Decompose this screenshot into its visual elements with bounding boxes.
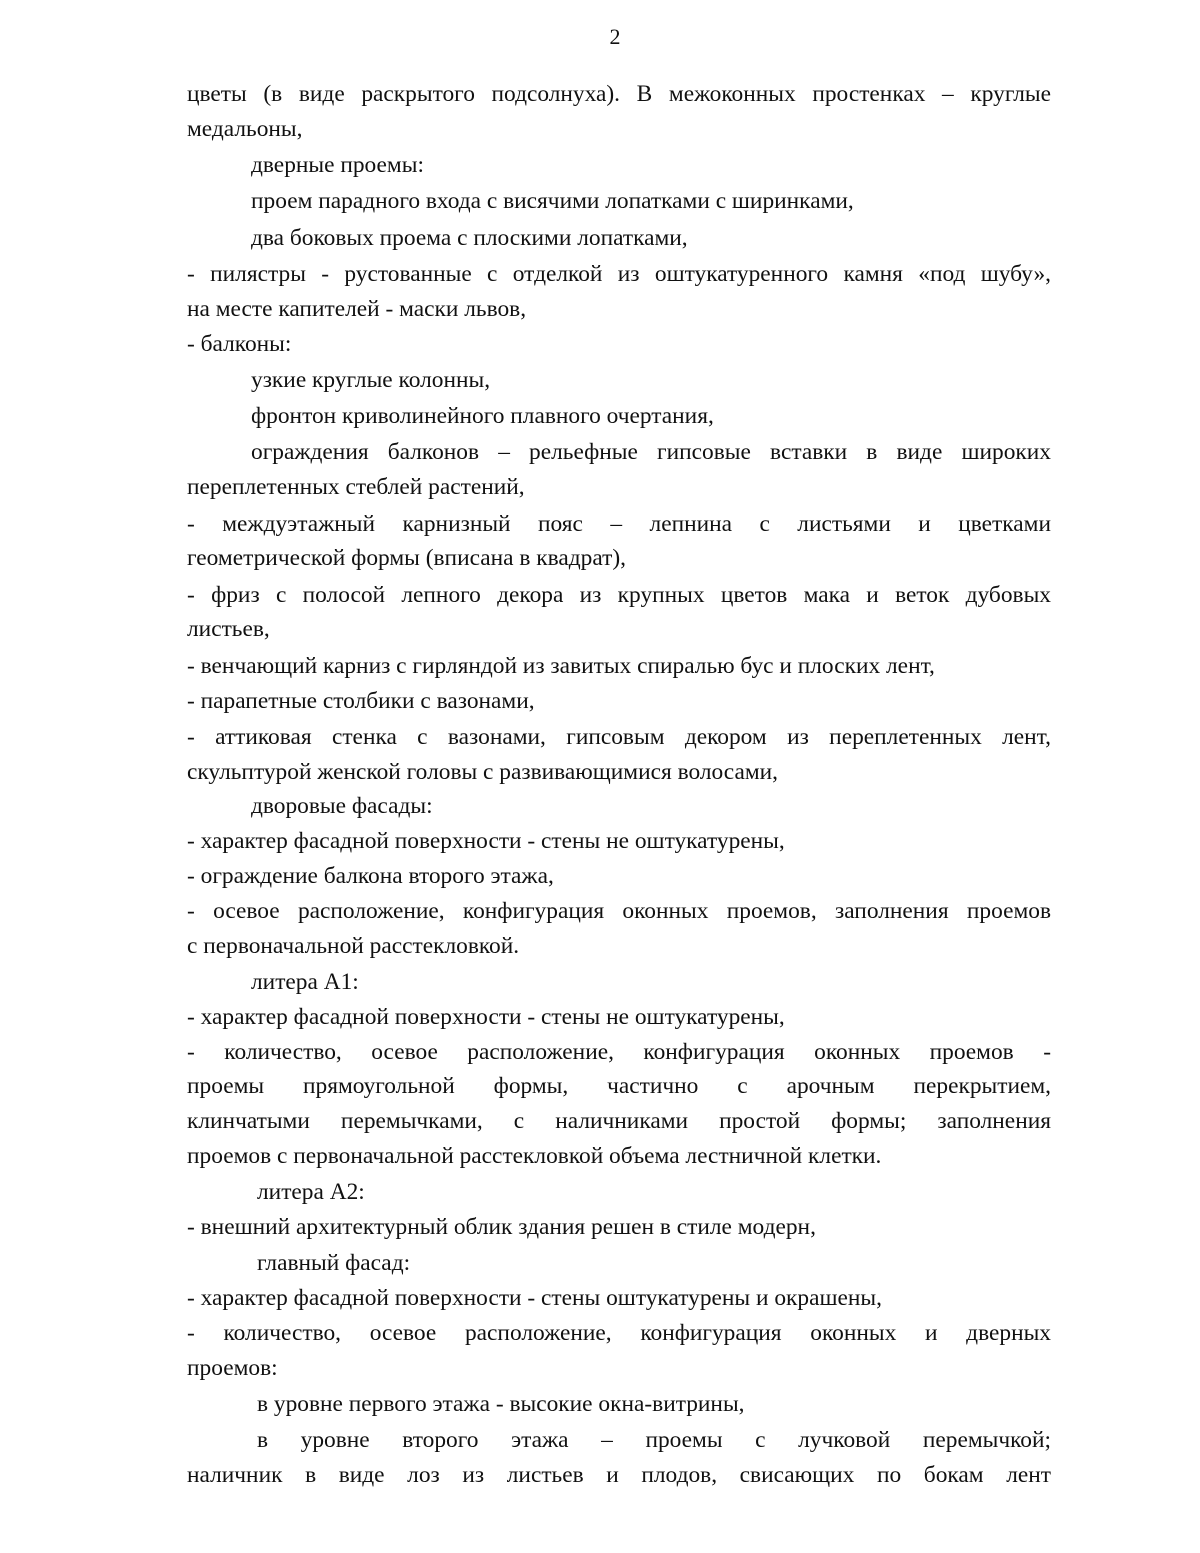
text-line: - фриз с полосой лепного декора из крупных цветов мака и веток дубовых [187, 581, 1051, 608]
text-line: в уровне первого этажа - высокие окна-витрины, [257, 1390, 745, 1417]
text-line: геометрической формы (вписана в квадрат), [187, 545, 626, 572]
text-line: - пилястры - рустованные с отделкой из оштукатуренного камня «под шубу», [187, 260, 1051, 287]
text-line: главный фасад: [257, 1250, 411, 1277]
text-line: наличник в виде лоз из листьев и плодов, свисающих по бокам лент [187, 1462, 1051, 1489]
text-line: - венчающий карниз с гирляндой из завитых спиралью бус и плоских лент, [187, 652, 935, 679]
text-line: переплетенных стеблей растений, [187, 474, 525, 501]
document-body [187, 77, 1051, 1493]
text-line: листьев, [187, 616, 270, 643]
text-line: - характер фасадной поверхности - стены оштукатурены и окрашены, [187, 1285, 882, 1312]
text-line: проемов с первоначальной расстекловкой объема лестничной клетки. [187, 1142, 882, 1169]
text-line: цветы (в виде раскрытого подсолнуха). В межоконных простенках – круглые [187, 81, 1051, 107]
text-line: скульптурой женской головы с развивающимися волосами, [187, 758, 779, 785]
text-line: медальоны, [187, 115, 303, 142]
text-line: узкие круглые колонны, [251, 366, 491, 393]
text-line: литера А2: [257, 1179, 365, 1206]
text-line: литера А1: [251, 968, 359, 995]
text-line: - осевое расположение, конфигурация оконных проемов, заполнения проемов [187, 897, 1051, 924]
text-line: проем парадного входа с висячими лопатками с ширинками, [251, 188, 854, 215]
text-line: - характер фасадной поверхности - стены не оштукатурены, [187, 828, 785, 855]
text-line: - аттиковая стенка с вазонами, гипсовым декором из переплетенных лент, [187, 723, 1051, 750]
text-line: с первоначальной расстекловкой. [187, 932, 520, 959]
text-line: - парапетные столбики с вазонами, [187, 687, 535, 714]
text-line: фронтон криволинейного плавного очертания, [251, 403, 714, 430]
text-line: - количество, осевое расположение, конфигурация оконных и дверных [187, 1319, 1051, 1346]
page-number: 2 [609, 24, 621, 49]
text-line: - междуэтажный карнизный пояс – лепнина с листьями и цветками [187, 510, 1051, 537]
text-line: дворовые фасады: [251, 793, 433, 820]
text-line: - внешний архитектурный облик здания решен в стиле модерн, [187, 1214, 816, 1240]
text-line: в уровне второго этажа – проемы с лучковой перемычкой; [257, 1427, 1051, 1454]
text-line: два боковых проема с плоскими лопатками, [251, 224, 688, 251]
text-line: - балконы: [187, 330, 292, 357]
text-line: - ограждение балкона второго этажа, [187, 863, 554, 890]
text-line: дверные проемы: [251, 152, 424, 179]
text-line: проемы прямоугольной формы, частично с арочным перекрытием, [187, 1073, 1051, 1100]
text-line: на месте капителей - маски львов, [187, 295, 527, 322]
text-line: - количество, осевое расположение, конфигурация оконных проемов - [187, 1038, 1051, 1065]
text-line: ограждения балконов – рельефные гипсовые вставки в виде широких [251, 439, 1051, 466]
text-line: - характер фасадной поверхности - стены не оштукатурены, [187, 1003, 785, 1030]
text-line: клинчатыми перемычками, с наличниками простой формы; заполнения [187, 1108, 1051, 1135]
text-line: проемов: [187, 1354, 278, 1381]
